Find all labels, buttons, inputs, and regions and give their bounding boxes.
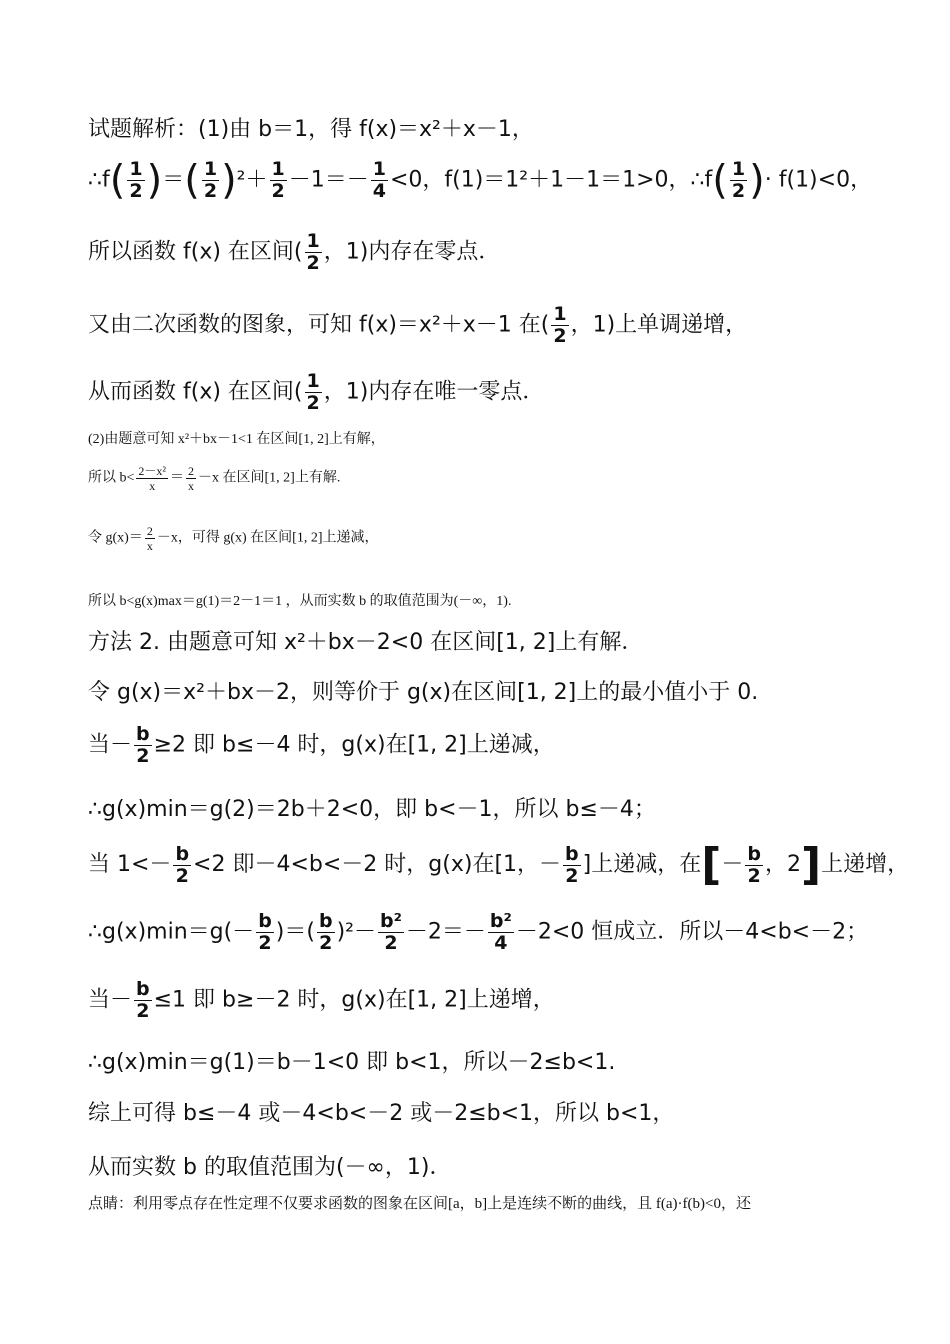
fraction: $\frac{1}{4}$	[372, 158, 386, 202]
line-11: 令 g(x)＝x²＋bx－2，则等价于 g(x)在区间[1, 2]上的最小值小于 0.	[88, 680, 759, 705]
fraction: $\frac{b}{2}$	[175, 842, 190, 887]
fraction: $\frac{1}{2}$	[306, 230, 320, 274]
fraction: $\frac{1}{2}$	[203, 158, 218, 202]
line-17: ∴g(x)min＝g(1)＝b－1<0 即 b<1，所以－2≤b<1.	[88, 1050, 616, 1075]
fraction: $\frac{b}{2}$	[318, 910, 333, 954]
line-5: 从而函数 f(x) 在区间( $\frac{1}{2}$ ，1)内存在唯一零点．	[88, 370, 545, 414]
line-14: 当 1<－ $\frac{b}{2}$ <2 即－4<b<－2 时，g(x)在[1，－ $\frac{b}{2}$ ]上递减，在[－ $\frac{b}{2}$ ，2]上递增，	[88, 839, 910, 890]
line-6: (2)由题意可知 x²＋bx－1<1 在区间[1, 2]上有解，	[88, 432, 385, 447]
fraction: $\frac{1}{2}$	[731, 158, 746, 202]
fraction: $\frac{1}{2}$	[553, 303, 567, 347]
fraction: $\frac{\text{b²}}{2}$	[379, 910, 402, 954]
line-20: 点睛：利用零点存在性定理不仅要求函数的图象在区间[a，b]上是连续不断的曲线，且 f(a)·f(b)<0，还	[88, 1196, 751, 1212]
fraction: $\frac{b}{2}$	[136, 978, 150, 1022]
fraction: $\frac{1}{2}$	[271, 158, 285, 202]
line-9: 所以 b<g(x)max＝g(1)＝2－1＝1 ，从而实数 b 的取值范围为(－∞，1).	[88, 594, 512, 609]
line-8: 令 g(x)＝ $\frac{2}{x}$ －x，可得 g(x) 在区间[1, 2]上递减，	[88, 524, 379, 553]
line-18: 综上可得 b≤－4 或－4<b<－2 或－2≤b<1，所以 b<1，	[88, 1101, 675, 1126]
line-16: 当－ $\frac{b}{2}$ ≤1 即 b≥－2 时，g(x)在[1, 2]上递增，	[88, 978, 555, 1022]
fraction: $\frac{2}{x}$	[146, 524, 153, 553]
fraction: $\frac{b}{2}$	[747, 842, 761, 887]
line-19: 从而实数 b 的取值范围为(－∞，1)．	[88, 1155, 452, 1180]
line-3: 所以函数 f(x) 在区间( $\frac{1}{2}$ ，1)内存在零点．	[88, 230, 501, 274]
fraction: $\frac{1}{2}$	[129, 158, 143, 202]
line-10: 方法 2. 由题意可知 x²＋bx－2<0 在区间[1, 2]上有解．	[88, 630, 644, 655]
fraction: $\frac{b}{2}$	[136, 723, 150, 767]
fraction: $\frac{2}{x}$	[188, 464, 195, 493]
fraction: $\frac{\text{2－x²}}{x}$	[138, 464, 167, 493]
fraction: $\frac{b}{2}$	[258, 910, 272, 954]
line-4: 又由二次函数的图象，可知 f(x)＝x²＋x－1 在( $\frac{1}{2}$ ，1)上单调递增，	[88, 303, 748, 347]
fraction: $\frac{1}{2}$	[306, 370, 320, 414]
line-13: ∴g(x)min＝g(2)＝2b＋2<0，即 b<－1，所以 b≤－4；	[88, 797, 656, 822]
line-12: 当－ $\frac{b}{2}$ ≥2 即 b≤－4 时，g(x)在[1, 2]上递减，	[88, 723, 555, 767]
line-15: ∴g(x)min＝g(－ $\frac{b}{2}$ )＝( $\frac{b}{2}$ )²－ $\frac{\text{b²}}{2}$ －2＝－ $\frac{\text{b²}}{4}$ －2<0 恒成立．所以－4<b<－2；	[88, 910, 869, 954]
fraction: $\frac{b}{2}$	[565, 842, 579, 887]
fraction: $\frac{\text{b²}}{4}$	[489, 910, 512, 954]
line-1: 试题解析：(1)由 b＝1，得 f(x)＝x²＋x－1，	[88, 117, 534, 142]
line-7: 所以 b< $\frac{\text{2－x²}}{x}$ ＝ $\frac{2}{x}$ －x 在区间[1, 2]上有解.	[88, 464, 341, 493]
line-2: ∴f( $\frac{1}{2}$ )＝( $\frac{1}{2}$ )²＋ $\frac{1}{2}$ －1＝－ $\frac{1}{4}$ <0，f(1)＝1²＋1－1＝1>0，∴f( $\frac{1}{2}$ )· f(1)<0，	[88, 157, 873, 204]
